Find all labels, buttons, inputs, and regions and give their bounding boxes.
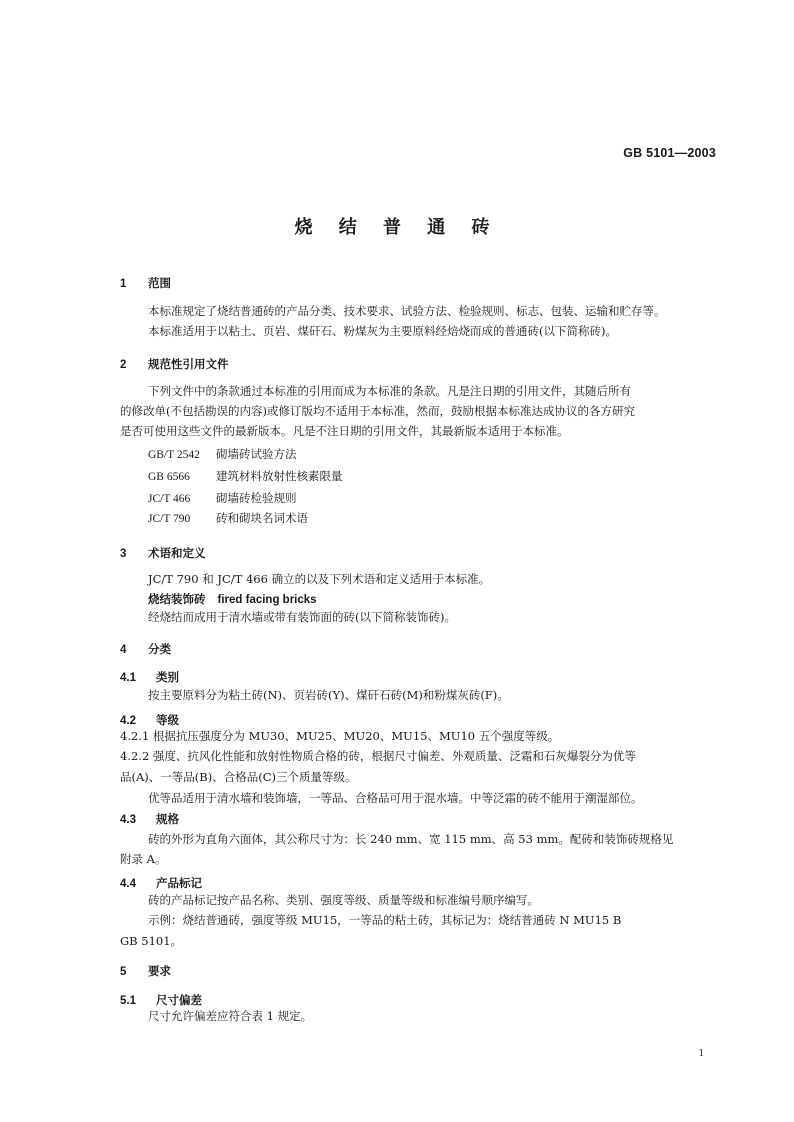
subsection-5-1-heading: 5.1 尺寸偏差 [120,993,202,1007]
paragraph: JC/T 790 和 JC/T 466 确立的以及下列术语和定义适用于本标准。 [148,572,491,586]
paragraph: 本标准适用于以粘土、页岩、煤矸石、粉煤灰为主要原料经焙烧而成的普通砖(以下简称砖)。 [148,324,617,338]
reference-item: GB/T 2542 砌墙砖试验方法 [148,447,297,461]
paragraph: 4.2.2 强度、抗风化性能和放射性物质合格的砖，根据尺寸偏差、外观质量、泛霜和石灰爆裂分为优等 [120,749,636,763]
paragraph: 是否可使用这些文件的最新版本。凡是不注日期的引用文件，其最新版本适用于本标准。 [120,424,569,438]
paragraph: 优等品适用于清水墙和装饰墙，一等品、合格品可用于混水墙。中等泛霜的砖不能用于潮湿部位。 [148,791,643,805]
paragraph: 砖的产品标记按产品名称、类别、强度等级、质量等级和标准编号顺序编写。 [148,893,539,907]
paragraph: 附录 A。 [120,852,167,866]
paragraph: GB 5101。 [120,934,183,948]
section-3-heading: 3 术语和定义 [120,546,206,560]
page-title: 烧 结 普 通 砖 [294,217,500,238]
paragraph: 示例：烧结普通砖，强度等级 MU15，一等品的粘土砖，其标记为：烧结普通砖 N MU15 B [148,913,622,927]
reference-item: JC/T 466 砌墙砖检验规则 [148,491,297,505]
paragraph: 经烧结而成用于清水墙或带有装饰面的砖(以下简称装饰砖)。 [148,610,456,624]
paragraph: 按主要原料分为粘土砖(N)、页岩砖(Y)、煤矸石砖(M)和粉煤灰砖(F)。 [148,688,509,702]
standard-number: GB 5101—2003 [623,146,716,160]
section-5-heading: 5 要求 [120,964,171,978]
paragraph: 品(A)、一等品(B)、合格品(C)三个质量等级。 [120,770,357,784]
paragraph: 砖的外形为直角六面体，其公称尺寸为：长 240 mm、宽 115 mm、高 53 mm。配砖和装饰砖规格见 [148,832,674,846]
subsection-4-1-heading: 4.1 类别 [120,670,179,684]
reference-item: GB 6566 建筑材料放射性核素限量 [148,469,343,483]
reference-item: JC/T 790 砖和砌块名词术语 [148,511,308,525]
term-entry: 烧结装饰砖 fired facing bricks [148,592,317,606]
subsection-4-3-heading: 4.3 规格 [120,812,179,826]
section-2-heading: 2 规范性引用文件 [120,357,229,371]
paragraph: 4.2.1 根据抗压强度分为 MU30、MU25、MU20、MU15、MU10 五个强度等级。 [120,729,560,743]
subsection-4-4-heading: 4.4 产品标记 [120,876,202,890]
subsection-4-2-heading: 4.2 等级 [120,713,179,727]
paragraph: 的修改单(不包括勘误的内容)或修订版均不适用于本标准，然而，鼓励根据本标准达成协议的各方研究 [120,404,635,418]
page-number: 1 [698,1047,704,1059]
paragraph: 下列文件中的条款通过本标准的引用而成为本标准的条款。凡是注日期的引用文件，其随后所有 [148,384,631,398]
paragraph: 本标准规定了烧结普通砖的产品分类、技术要求、试验方法、检验规则、标志、包装、运输和贮存等。 [148,304,666,318]
section-4-heading: 4 分类 [120,642,171,656]
section-1-heading: 1 范围 [120,276,171,290]
paragraph: 尺寸允许偏差应符合表 1 规定。 [148,1009,313,1023]
